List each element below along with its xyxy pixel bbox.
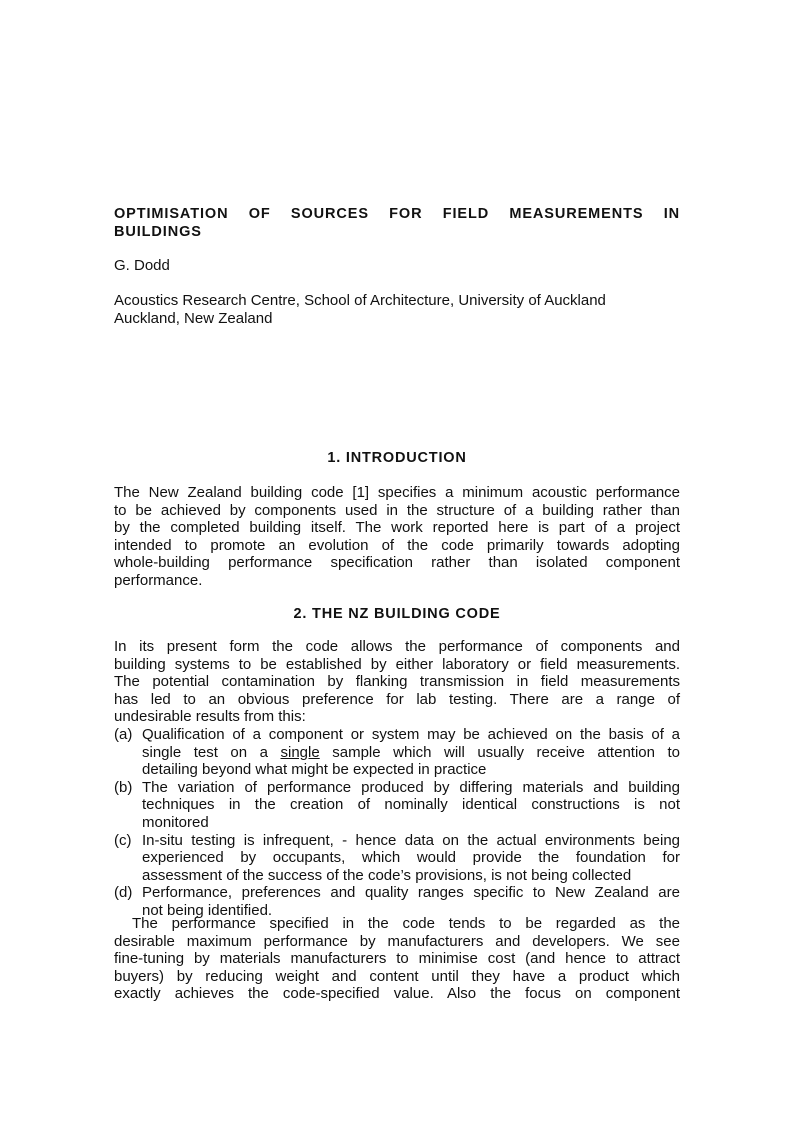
text-line: exactly achieves the code-specified value. Also the focus on component — [114, 985, 680, 1003]
title-line-1: OPTIMISATION OF SOURCES FOR FIELD MEASUREMENTS IN — [114, 206, 680, 222]
text-fragment: sample which will usually receive attention to — [332, 743, 680, 761]
text-line: fine-tuning by materials manufacturers to minimise cost (and hence to attract — [114, 950, 680, 968]
text-line: experienced by occupants, which would provide the foundation for — [142, 849, 680, 867]
affiliation-line-1: Acoustics Research Centre, School of Architecture, University of Auckland — [114, 292, 606, 309]
code-intro-paragraph — [114, 638, 680, 726]
text-line: performance. — [114, 571, 203, 589]
text-line — [142, 744, 680, 762]
introduction-paragraph — [114, 484, 680, 590]
text-line: not being identified. — [142, 901, 273, 919]
list-item — [114, 832, 680, 885]
affiliation — [114, 292, 606, 328]
text-line: Performance, preferences and quality ranges specific to New Zealand are — [142, 884, 680, 902]
list-item-label: (b) — [114, 778, 133, 796]
text-line: Qualification of a component or system may be achieved on the basis of a — [142, 726, 680, 743]
list-item — [114, 779, 680, 832]
text-line: to be achieved by components used in the structure of a building rather than — [114, 501, 680, 519]
text-line: intended to promote an evolution of the code primarily towards adopting — [114, 536, 680, 554]
list-item-label: (a) — [114, 726, 133, 743]
text-line: by the completed building itself. The work reported here is part of a project — [114, 519, 680, 537]
undesirable-results-list — [114, 726, 680, 920]
code-closing-paragraph — [114, 915, 680, 1003]
list-item-label: (d) — [114, 884, 133, 902]
text-line: The New Zealand building code [1] specifies a minimum acoustic performance — [114, 484, 680, 501]
text-line: The potential contamination by flanking transmission in field measurements — [114, 673, 680, 691]
list-item — [114, 726, 680, 779]
list-item-label: (c) — [114, 831, 132, 849]
text-line: undesirable results from this: — [114, 708, 306, 726]
text-line: has led to an obvious preference for lab testing. There are a range of — [114, 690, 680, 708]
section-2-heading: 2. THE NZ BUILDING CODE — [293, 606, 501, 622]
affiliation-line-2: Auckland, New Zealand — [114, 310, 273, 327]
paper-title — [114, 205, 680, 241]
author-name: G. Dodd — [114, 257, 170, 274]
text-fragment: single test on a — [142, 743, 268, 761]
text-line: building systems to be established by either laboratory or field measurements. — [114, 655, 680, 673]
text-line: The variation of performance produced by differing materials and building — [142, 778, 680, 796]
text-line: desirable maximum performance by manufacturers and developers. We see — [114, 932, 680, 950]
text-line: In its present form the code allows the performance of components and — [114, 638, 680, 655]
title-line-2: BUILDINGS — [114, 224, 202, 240]
text-line: buyers) by reducing weight and content until they have a product which — [114, 967, 680, 985]
text-line: detailing beyond what might be expected in practice — [142, 761, 487, 779]
text-line: assessment of the success of the code’s provisions, is not being collected — [142, 866, 632, 884]
text-line: whole-building performance specification rather than isolated component — [114, 554, 680, 572]
text-line: In-situ testing is infrequent, - hence data on the actual environments being — [142, 831, 680, 849]
text-line: The performance specified in the code tends to be regarded as the — [132, 915, 680, 932]
text-line: techniques in the creation of nominally identical constructions is not — [142, 796, 680, 814]
text-line: monitored — [142, 813, 209, 831]
underlined-word: single — [280, 743, 320, 761]
section-1-heading: 1. INTRODUCTION — [327, 450, 467, 466]
